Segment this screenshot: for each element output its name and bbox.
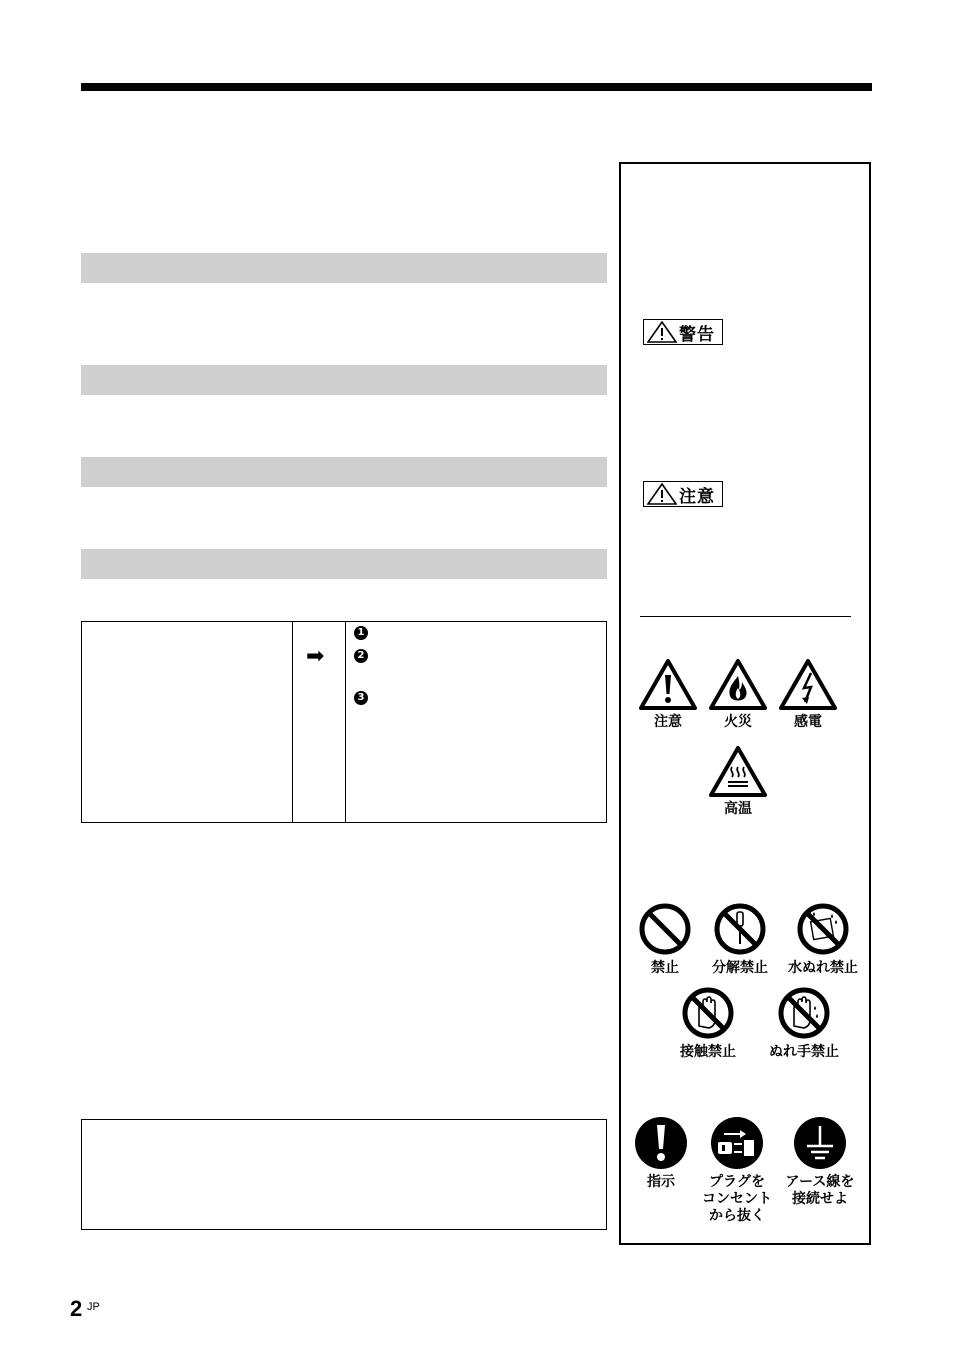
warning-label-text: 警告: [679, 324, 715, 345]
flow-box: [81, 621, 607, 823]
symbol-caption: プラグを コンセント から抜く: [702, 1174, 772, 1224]
step-number-2: 2: [354, 649, 368, 663]
symbol-caption: 水ぬれ禁止: [788, 960, 858, 976]
fire-triangle-icon: [708, 658, 768, 710]
section-heading-band-3: [81, 457, 607, 487]
high-temperature-triangle-icon: [708, 745, 768, 797]
no-touch-hand-icon: [681, 986, 735, 1040]
no-disassembly-icon: [713, 902, 767, 956]
instruction-symbol-unplug: [695, 1116, 779, 1225]
caution-triangle-icon: [638, 658, 698, 710]
symbol-caption: 禁止: [651, 960, 679, 976]
instruction-symbol-ground: [778, 1116, 862, 1208]
section-heading-band-4: [81, 549, 607, 579]
instruction-symbol-general: [633, 1116, 689, 1191]
step-number-3: 3: [354, 691, 368, 705]
divider: [640, 616, 851, 617]
prohibition-icon: [638, 902, 692, 956]
alert-symbol-high-temperature: [707, 745, 769, 818]
symbol-caption: 感電: [794, 714, 822, 730]
caution-label-text: 注意: [679, 486, 715, 507]
section-heading-band-2: [81, 365, 607, 395]
symbol-caption: 火災: [724, 714, 752, 730]
prohibit-symbol-disassembly: [703, 902, 777, 977]
warning-label: [643, 319, 723, 345]
page-number-suffix: JP: [87, 1301, 100, 1313]
ground-wire-icon: [793, 1116, 847, 1170]
prohibit-symbol-wet-hands: [762, 986, 846, 1061]
symbol-caption: 接触禁止: [680, 1044, 736, 1060]
top-rule: [81, 83, 872, 91]
alert-symbol-electric-shock: [777, 658, 839, 731]
warning-triangle-icon: [647, 321, 677, 343]
caution-triangle-icon: [647, 483, 677, 505]
symbol-caption: 指示: [647, 1174, 675, 1190]
note-box: [81, 1119, 607, 1230]
unplug-icon: [710, 1116, 764, 1170]
alert-symbol-fire: [707, 658, 769, 731]
no-water-icon: [796, 902, 850, 956]
symbol-legend-sidebar: [619, 162, 871, 1245]
section-heading-band-1: [81, 253, 607, 283]
symbol-caption: 注意: [654, 714, 682, 730]
symbol-caption: 分解禁止: [712, 960, 768, 976]
step-number-1: 1: [354, 626, 368, 640]
symbol-caption: ぬれ手禁止: [769, 1044, 839, 1060]
caution-label: [643, 481, 723, 507]
flow-divider: [345, 622, 346, 822]
alert-symbol-caution: [637, 658, 699, 731]
no-wet-hands-icon: [777, 986, 831, 1040]
instruction-exclamation-icon: [634, 1116, 688, 1170]
flow-divider: [292, 622, 293, 822]
symbol-caption: 高温: [724, 801, 752, 817]
prohibit-symbol-general: [636, 902, 694, 977]
right-arrow-icon: ➡: [306, 644, 325, 669]
page-number: 2: [70, 1296, 83, 1321]
electric-shock-triangle-icon: [778, 658, 838, 710]
prohibit-symbol-water: [780, 902, 866, 977]
prohibit-symbol-contact: [671, 986, 745, 1061]
symbol-caption: アース線を 接続せよ: [785, 1174, 855, 1207]
